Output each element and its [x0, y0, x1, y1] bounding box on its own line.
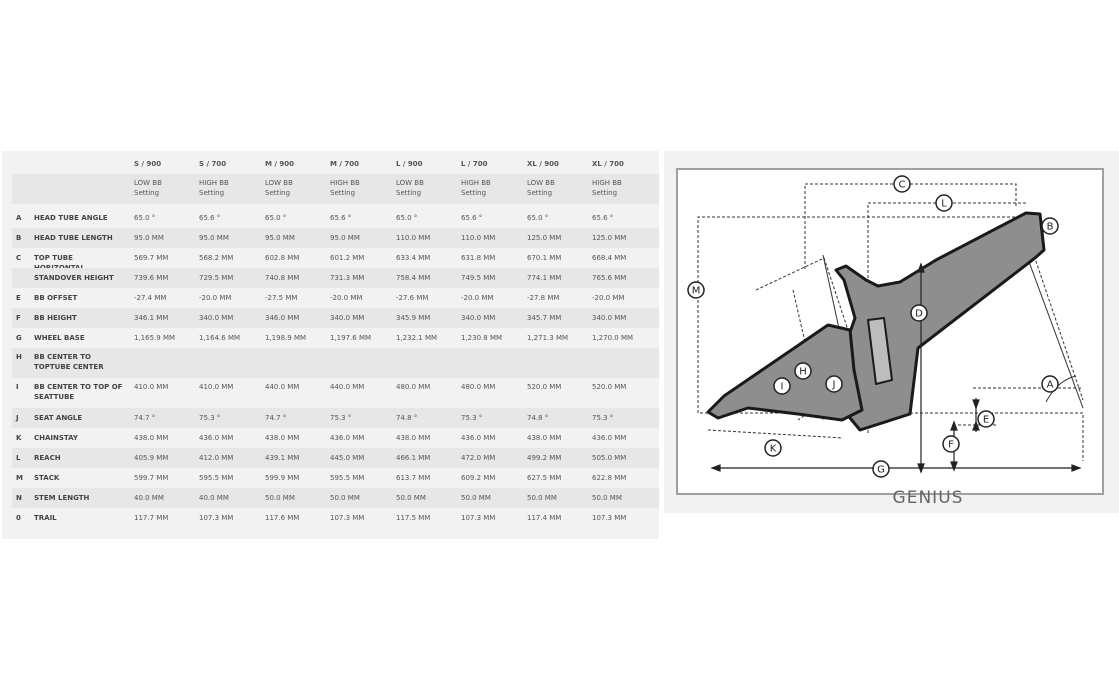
table-row: [12, 488, 659, 508]
row-value: 40.0 MM: [199, 494, 229, 502]
bb-setting-header: LOW BB Setting: [396, 179, 424, 197]
row-value: 65.6 °: [461, 214, 483, 222]
row-value: -20.0 MM: [330, 294, 363, 302]
row-value: 670.1 MM: [527, 254, 562, 262]
marker-G-label: G: [877, 464, 885, 476]
row-value: 50.0 MM: [527, 494, 557, 502]
row-value: -20.0 MM: [461, 294, 494, 302]
row-label: CHAINSTAY: [34, 434, 78, 442]
bb-height-arrow-top: [951, 422, 957, 430]
marker-C: [894, 176, 910, 192]
row-value: 345.9 MM: [396, 314, 431, 322]
row-value: 436.0 MM: [199, 434, 234, 442]
row-value: 75.3 °: [199, 414, 221, 422]
size-header: M / 900: [265, 160, 295, 168]
chainstay-guide: [708, 430, 843, 438]
row-value: 117.4 MM: [527, 514, 562, 522]
row-value: 75.3 °: [461, 414, 483, 422]
row-value: 436.0 MM: [592, 434, 627, 442]
row-value: 1,270.0 MM: [592, 334, 634, 342]
marker-C-label: C: [898, 179, 906, 191]
row-code: A: [16, 214, 22, 222]
bb-setting-header: LOW BB Setting: [265, 179, 293, 197]
row-value: 74.8 °: [396, 414, 418, 422]
size-header: M / 700: [330, 160, 360, 168]
bike-frame-diagram: [678, 170, 1102, 493]
row-value: 438.0 MM: [527, 434, 562, 442]
row-value: 117.7 MM: [134, 514, 169, 522]
row-value: 729.5 MM: [199, 274, 234, 282]
table-row: [12, 228, 659, 248]
row-value: 405.9 MM: [134, 454, 169, 462]
bb-offset-arrow-bottom: [973, 422, 979, 430]
row-label: BB CENTER TO TOP OF SEATTUBE: [34, 383, 123, 401]
row-code: H: [16, 353, 22, 361]
row-value: 569.7 MM: [134, 254, 169, 262]
table-row: [12, 468, 659, 488]
row-value: 499.2 MM: [527, 454, 562, 462]
wheelbase-arrow-right: [1072, 465, 1080, 471]
marker-L-label: L: [941, 198, 947, 210]
row-value: 65.6 °: [330, 214, 352, 222]
row-value: 65.0 °: [134, 214, 156, 222]
standover-arrow-bottom: [918, 464, 924, 472]
marker-B: [1042, 218, 1058, 234]
table-row: [12, 268, 659, 288]
row-value: 472.0 MM: [461, 454, 496, 462]
row-label: BB HEIGHT: [34, 314, 77, 322]
row-value: 774.1 MM: [527, 274, 562, 282]
row-label: BB CENTER TO TOPTUBE CENTER: [34, 353, 104, 371]
table-row: [12, 428, 659, 448]
row-value: 440.0 MM: [330, 383, 365, 391]
row-value: 439.1 MM: [265, 454, 300, 462]
row-value: 1,197.6 MM: [330, 334, 372, 342]
table-row: [12, 328, 659, 348]
row-label: TOP TUBE: [34, 254, 73, 262]
row-code: J: [16, 414, 19, 422]
marker-F-label: F: [948, 439, 954, 451]
marker-I: [774, 378, 790, 394]
row-label: HEAD TUBE ANGLE: [34, 214, 108, 222]
row-value: 601.2 MM: [330, 254, 365, 262]
table-row: [12, 378, 659, 408]
size-header: L / 700: [461, 160, 488, 168]
row-value: 480.0 MM: [461, 383, 496, 391]
standover-arrow-top: [918, 264, 924, 272]
marker-B-label: B: [1046, 221, 1054, 233]
bb-setting-header: HIGH BB Setting: [592, 179, 622, 197]
row-code: F: [16, 314, 21, 322]
row-value: 65.6 °: [592, 214, 614, 222]
frame-silhouette: [708, 213, 1044, 430]
bb-setting-header: HIGH BB Setting: [461, 179, 491, 197]
row-value: -27.8 MM: [527, 294, 560, 302]
row-value: 65.0 °: [265, 214, 287, 222]
row-value: 95.0 MM: [134, 234, 164, 242]
row-label: STANDOVER HEIGHT: [34, 274, 114, 282]
row-value: 125.0 MM: [592, 234, 627, 242]
table-row: [12, 288, 659, 308]
wheelbase-arrow-left: [712, 465, 720, 471]
row-label: HEAD TUBE LENGTH: [34, 234, 113, 242]
row-value: 1,230.8 MM: [461, 334, 503, 342]
row-value: -27.5 MM: [265, 294, 298, 302]
row-value: 445.0 MM: [330, 454, 365, 462]
row-value: 50.0 MM: [396, 494, 426, 502]
row-value: 622.8 MM: [592, 474, 627, 482]
row-value: 340.0 MM: [461, 314, 496, 322]
size-header-row: [12, 157, 659, 169]
marker-L: [936, 195, 952, 211]
row-code: E: [16, 294, 21, 302]
marker-J: [826, 376, 842, 392]
row-value: 731.3 MM: [330, 274, 365, 282]
row-value: 125.0 MM: [527, 234, 562, 242]
row-value: 340.0 MM: [592, 314, 627, 322]
marker-F: [943, 436, 959, 452]
row-value: -20.0 MM: [592, 294, 625, 302]
row-value: 340.0 MM: [199, 314, 234, 322]
row-value: -27.6 MM: [396, 294, 429, 302]
row-code: C: [16, 254, 22, 262]
row-code: 0: [16, 514, 21, 522]
row-value: 410.0 MM: [134, 383, 169, 391]
row-code: M: [16, 474, 23, 482]
row-value: 1,198.9 MM: [265, 334, 307, 342]
row-value: 613.7 MM: [396, 474, 431, 482]
marker-H-label: H: [799, 366, 807, 378]
row-value: 739.6 MM: [134, 274, 169, 282]
row-value: 595.5 MM: [330, 474, 365, 482]
row-value: 466.1 MM: [396, 454, 431, 462]
row-value: 740.8 MM: [265, 274, 300, 282]
row-value: 95.0 MM: [265, 234, 295, 242]
row-value: 758.4 MM: [396, 274, 431, 282]
bb-setting-header: HIGH BB Setting: [330, 179, 360, 197]
row-label: WHEEL BASE: [34, 334, 85, 342]
row-value: 602.8 MM: [265, 254, 300, 262]
row-value: 1,232.1 MM: [396, 334, 438, 342]
marker-K: [765, 440, 781, 456]
row-value: 595.5 MM: [199, 474, 234, 482]
row-value: 438.0 MM: [134, 434, 169, 442]
row-value: 74.7 °: [134, 414, 156, 422]
row-value: 1,164.6 MM: [199, 334, 241, 342]
size-header: XL / 900: [527, 160, 559, 168]
table-row: [12, 348, 659, 378]
row-value: 110.0 MM: [461, 234, 496, 242]
size-header: XL / 700: [592, 160, 624, 168]
row-value: 436.0 MM: [330, 434, 365, 442]
geometry-table: [2, 151, 659, 539]
row-value: 440.0 MM: [265, 383, 300, 391]
size-header: S / 900: [134, 160, 162, 168]
row-value: 631.8 MM: [461, 254, 496, 262]
row-value: 95.0 MM: [330, 234, 360, 242]
marker-M: [688, 282, 704, 298]
row-value: 345.7 MM: [527, 314, 562, 322]
row-value: -27.4 MM: [134, 294, 167, 302]
model-name: GENIUS: [892, 488, 964, 508]
table-row: [12, 448, 659, 468]
row-value: 107.3 MM: [461, 514, 496, 522]
row-value: 438.0 MM: [265, 434, 300, 442]
row-label: TRAIL: [34, 514, 57, 522]
row-value: 568.2 MM: [199, 254, 234, 262]
row-value: 50.0 MM: [461, 494, 491, 502]
row-value: 107.3 MM: [592, 514, 627, 522]
row-value: 749.5 MM: [461, 274, 496, 282]
table-row: [12, 308, 659, 328]
bb-height-arrow-bottom: [951, 462, 957, 470]
row-value: 75.3 °: [592, 414, 614, 422]
row-code: G: [16, 334, 22, 342]
row-code: B: [16, 234, 22, 242]
row-value: 438.0 MM: [396, 434, 431, 442]
bb-offset-arrow-top: [973, 400, 979, 408]
row-value: 668.4 MM: [592, 254, 627, 262]
row-value: 95.0 MM: [199, 234, 229, 242]
marker-J-label: J: [832, 379, 836, 391]
geometry-diagram-panel: [664, 151, 1119, 513]
row-code: L: [16, 454, 21, 462]
row-value: 520.0 MM: [592, 383, 627, 391]
row-value: 505.0 MM: [592, 454, 627, 462]
row-value: 50.0 MM: [265, 494, 295, 502]
row-value: 40.0 MM: [134, 494, 164, 502]
row-code: N: [16, 494, 22, 502]
bb-setting-header: LOW BB Setting: [134, 179, 162, 197]
row-value: 765.6 MM: [592, 274, 627, 282]
row-value: 74.8 °: [527, 414, 549, 422]
row-label: SEAT ANGLE: [34, 414, 83, 422]
row-value: 110.0 MM: [396, 234, 431, 242]
row-value: 480.0 MM: [396, 383, 431, 391]
row-value: 117.6 MM: [265, 514, 300, 522]
row-value: 340.0 MM: [330, 314, 365, 322]
table-row: [12, 208, 659, 228]
marker-D-label: D: [915, 308, 923, 320]
row-label: BB OFFSET: [34, 294, 78, 302]
row-label: REACH: [34, 454, 61, 462]
row-value: 65.0 °: [527, 214, 549, 222]
row-value: 599.7 MM: [134, 474, 169, 482]
row-value: 627.5 MM: [527, 474, 562, 482]
row-value: 107.3 MM: [330, 514, 365, 522]
row-value: 50.0 MM: [592, 494, 622, 502]
marker-D: [911, 305, 927, 321]
row-label: STEM LENGTH: [34, 494, 90, 502]
bb-setting-header: HIGH BB Setting: [199, 179, 229, 197]
row-value: 65.0 °: [396, 214, 418, 222]
row-code: K: [16, 434, 22, 442]
row-value: 346.1 MM: [134, 314, 169, 322]
table-row: [12, 248, 659, 268]
row-value: 117.5 MM: [396, 514, 431, 522]
marker-E-label: E: [982, 414, 990, 426]
table-row: [12, 408, 659, 428]
row-value: 599.9 MM: [265, 474, 300, 482]
row-value: 346.0 MM: [265, 314, 300, 322]
row-value: 65.6 °: [199, 214, 221, 222]
row-value: 633.4 MM: [396, 254, 431, 262]
bb-setting-header: LOW BB Setting: [527, 179, 555, 197]
row-code: I: [16, 383, 19, 391]
marker-K-label: K: [769, 443, 777, 455]
row-value: 520.0 MM: [527, 383, 562, 391]
row-value: 107.3 MM: [199, 514, 234, 522]
row-value: 1,165.9 MM: [134, 334, 176, 342]
row-value: 436.0 MM: [461, 434, 496, 442]
row-value: 75.3 °: [330, 414, 352, 422]
marker-A: [1042, 376, 1058, 392]
size-header: S / 700: [199, 160, 227, 168]
marker-M-label: M: [691, 285, 701, 297]
row-value: 1,271.3 MM: [527, 334, 569, 342]
row-value: 410.0 MM: [199, 383, 234, 391]
row-value: 412.0 MM: [199, 454, 234, 462]
marker-A-label: A: [1046, 379, 1054, 391]
row-value: -20.0 MM: [199, 294, 232, 302]
setting-header-row: [12, 174, 659, 204]
marker-E: [978, 411, 994, 427]
marker-G: [873, 461, 889, 477]
marker-H: [795, 363, 811, 379]
row-label: STACK: [34, 474, 60, 482]
row-value: 609.2 MM: [461, 474, 496, 482]
marker-I-label: I: [780, 381, 784, 393]
rear-triangle: [708, 325, 862, 420]
table-row: [12, 508, 659, 528]
row-value: 74.7 °: [265, 414, 287, 422]
size-header: L / 900: [396, 160, 423, 168]
diagram-frame: [676, 168, 1104, 495]
row-value: 50.0 MM: [330, 494, 360, 502]
